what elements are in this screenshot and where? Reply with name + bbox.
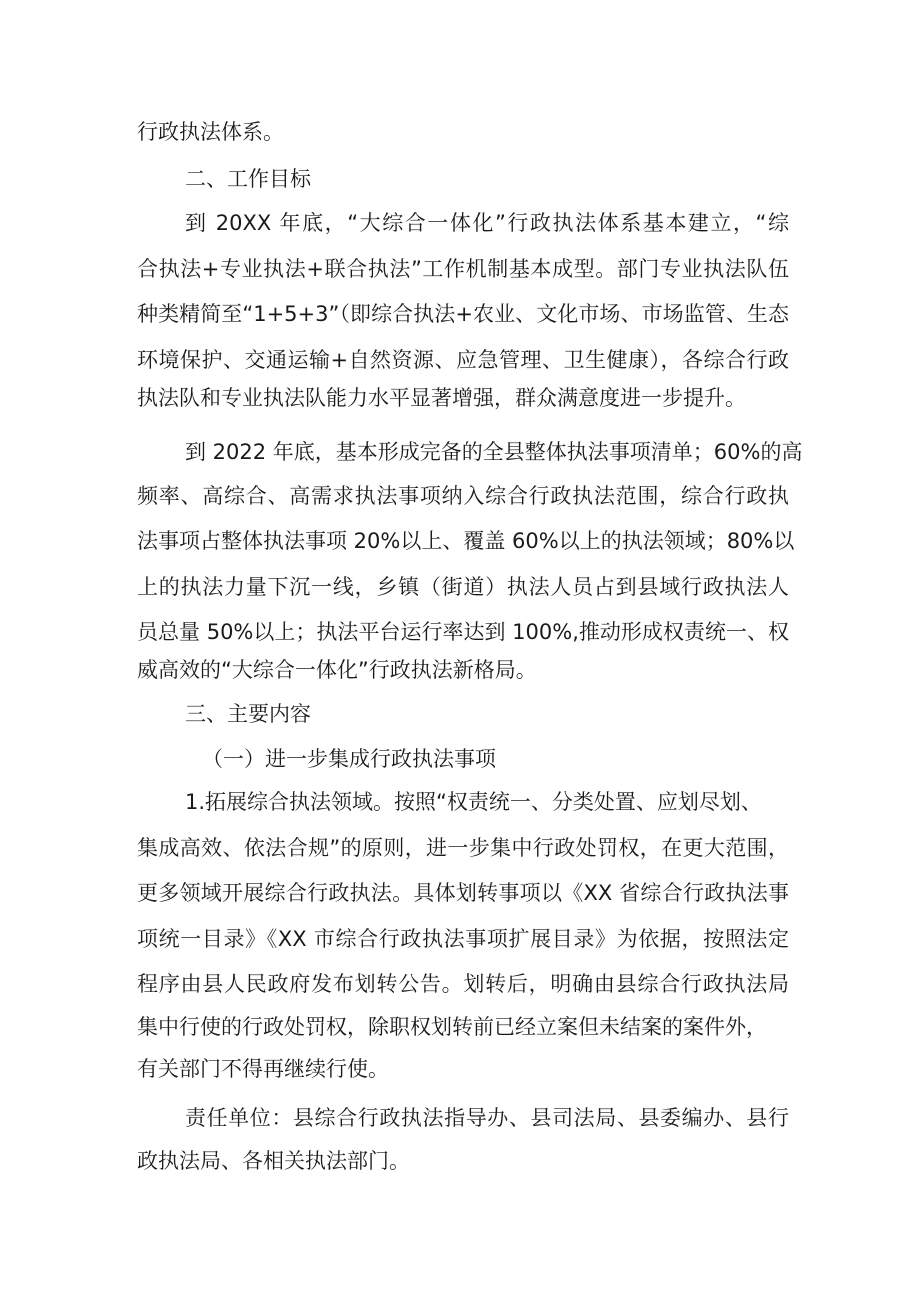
paragraph-line: 到 20XX 年底，“大综合一体化”行政执法体系基本建立，“综 [185, 211, 789, 235]
paragraph-line: 集中行使的行政处罚权，除职权划转前已经立案但未结案的案件外， [137, 1015, 767, 1039]
paragraph-line: 行政执法体系。 [137, 120, 284, 144]
paragraph-line: 程序由县人民政府发布划转公告。划转后，明确由县综合行政执法局 [137, 972, 789, 996]
paragraph-line: 合执法+专业执法+联合执法”工作机制基本成型。部门专业执法队伍 [137, 257, 789, 281]
paragraph-line: 环境保护、交通运输+自然资源、应急管理、卫生健康），各综合行政 [137, 348, 789, 372]
paragraph-line: 到 2022 年底，基本形成完备的全县整体执法事项清单；60%的高 [185, 440, 803, 464]
paragraph-line: 责任单位：县综合行政执法指导办、县司法局、县委编办、县行 [185, 1106, 789, 1130]
paragraph-line: 1.拓展综合执法领域。按照“权责统一、分类处置、应划尽划、 [185, 790, 762, 814]
paragraph-line: 员总量 50%以上；执法平台运行率达到 100%,推动形成权责统一、权 [137, 620, 789, 644]
paragraph-line: 更多领域开展综合行政执法。具体划转事项以《XX 省综合行政执法事 [137, 881, 789, 905]
paragraph-line: 上的执法力量下沉一线，乡镇（街道）执法人员占到县域行政执法人 [137, 575, 789, 599]
paragraph-line: 频率、高综合、高需求执法事项纳入综合行政执法范围，综合行政执 [137, 484, 789, 508]
paragraph-line: 法事项占整体执法事项 20%以上、覆盖 60%以上的执法领域；80%以 [137, 529, 795, 553]
section-heading-work-goals: 二、工作目标 [185, 167, 311, 191]
subsection-heading: （一）进一步集成行政执法事项 [202, 747, 496, 771]
paragraph-line: 政执法局、各相关执法部门。 [137, 1149, 410, 1173]
paragraph-line: 项统一目录》《XX 市综合行政执法事项扩展目录》为依据，按照法定 [137, 927, 789, 951]
paragraph-line: 种类精简至“1+5+3”（即综合执法+农业、文化市场、市场监管、生态 [137, 302, 789, 326]
paragraph-line: 威高效的“大综合一体化”行政执法新格局。 [137, 658, 537, 682]
paragraph-line: 执法队和专业执法队能力水平显著增强，群众满意度进一步提升。 [137, 386, 746, 410]
paragraph-line: 集成高效、依法合规”的原则，进一步集中行政处罚权，在更大范围， [137, 836, 789, 860]
paragraph-line: 有关部门不得再继续行使。 [137, 1057, 389, 1081]
section-heading-main-content: 三、主要内容 [185, 702, 311, 726]
